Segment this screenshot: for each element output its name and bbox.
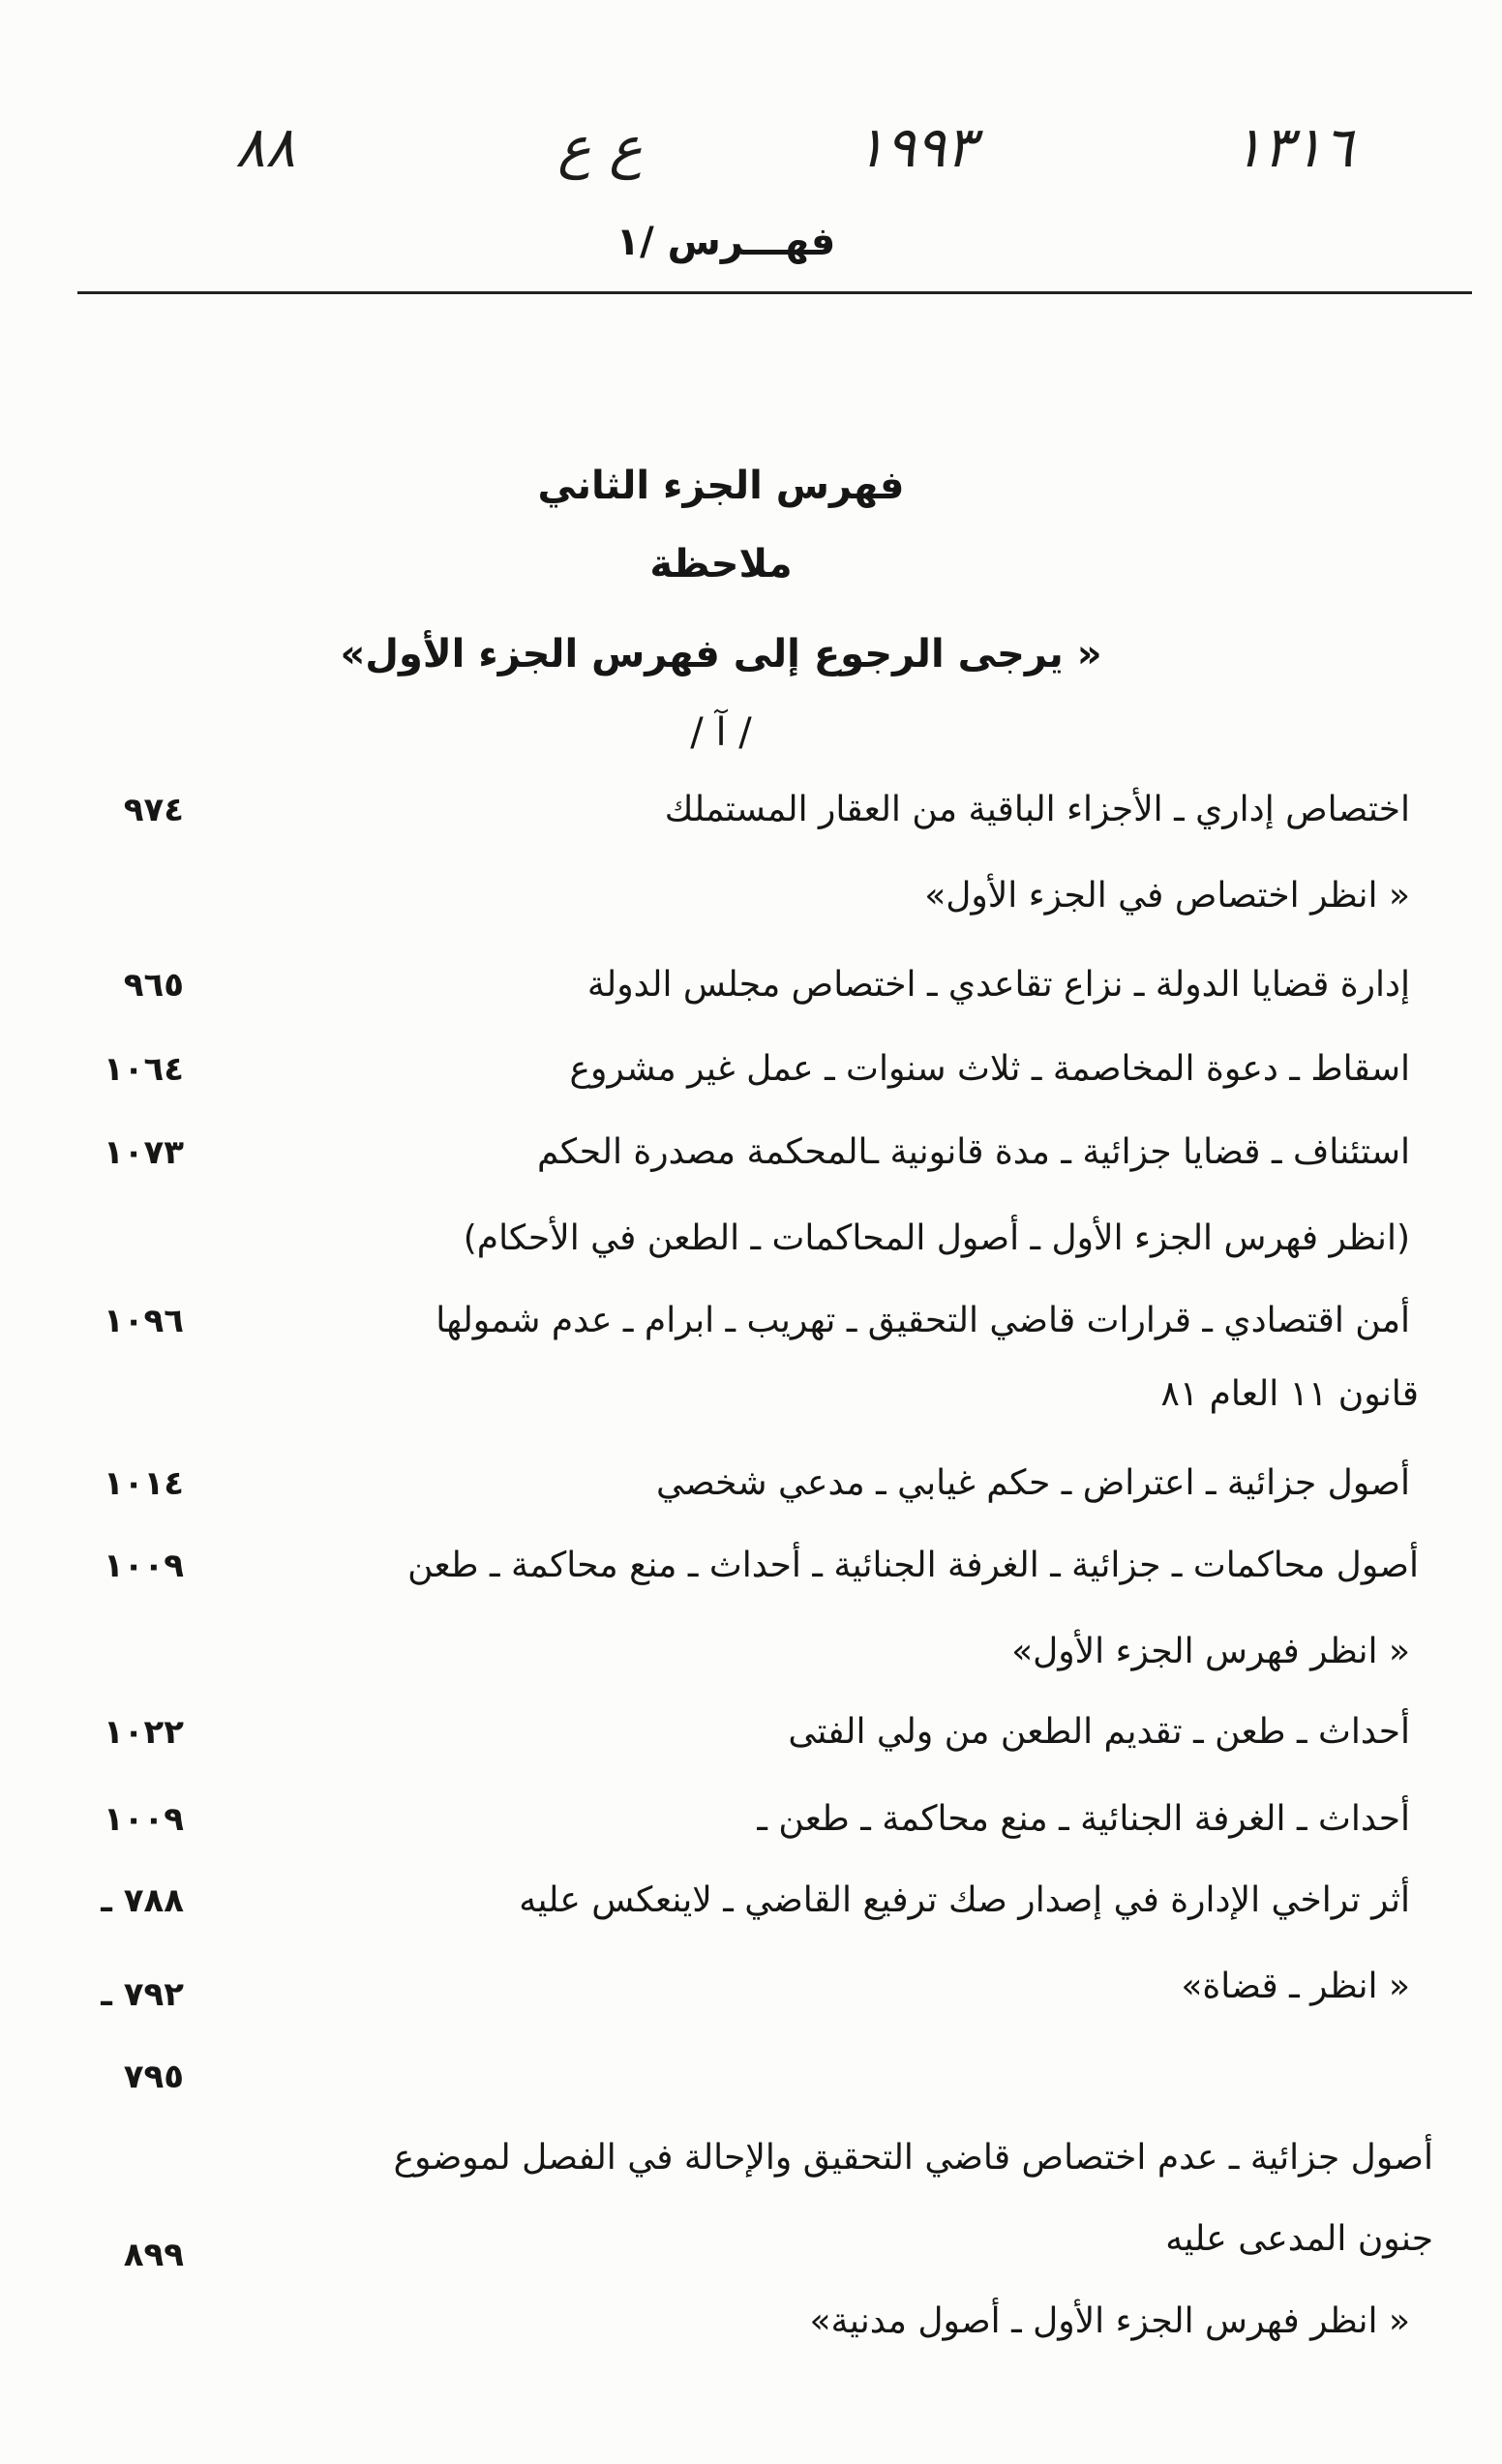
entry-page-number: ٧٨٨ ـ <box>101 1881 184 1920</box>
note-text: « يرجى الرجوع إلى فهرس الجزء الأول» <box>340 632 1102 676</box>
entry-text: أحداث ـ طعن ـ تقديم الطعن من ولي الفتى <box>788 1712 1410 1752</box>
entry-text: (انظر فهرس الجزء الأول ـ أصول المحاكمات ـ الطعن في الأحكام) <box>463 1218 1410 1258</box>
entry-page-number: ١٠٢٢ <box>103 1713 184 1752</box>
entry-text: أثر تراخي الإدارة في إصدار صك ترفيع القاضي ـ لاينعكس عليه <box>519 1880 1410 1920</box>
running-header: فهـــرس /١ <box>616 220 836 264</box>
index-entry-reference <box>0 1625 1502 1679</box>
index-entry <box>0 1042 1502 1097</box>
entry-text: « انظر فهرس الجزء الأول» <box>1011 1632 1410 1671</box>
entry-text: « انظر اختصاص في الجزء الأول» <box>924 876 1410 916</box>
index-entry-reference <box>0 1212 1502 1266</box>
entry-text: اختصاص إداري ـ الأجزاء الباقية من العقار المستملك <box>664 790 1410 829</box>
index-entry-continuation <box>0 1367 1502 1422</box>
entry-page-number: ٧٩٥ <box>123 2058 184 2096</box>
index-entry <box>0 958 1502 1012</box>
entry-page-number: ٨٩٩ <box>123 2236 184 2274</box>
handwritten-note-mid-left: ع ع <box>557 114 643 180</box>
index-entry <box>0 1457 1502 1511</box>
index-entry-reference <box>0 1960 1502 2014</box>
index-entry <box>0 1126 1502 1180</box>
header-rule <box>77 291 1472 294</box>
handwritten-note-right: ١٣١٦ <box>1232 114 1354 180</box>
index-entry-continuation <box>0 2212 1502 2274</box>
index-entry-reference <box>0 869 1502 923</box>
entry-text: أمن اقتصادي ـ قرارات قاضي التحقيق ـ تهريب ـ ابرام ـ عدم شمولها <box>436 1301 1410 1340</box>
entry-text: إدارة قضايا الدولة ـ نزاع تقاعدي ـ اختصاص مجلس الدولة <box>586 965 1410 1005</box>
handwritten-note-left: ٨٨ <box>234 114 296 180</box>
index-entry <box>0 1705 1502 1759</box>
index-entry <box>0 1792 1502 1847</box>
index-entry <box>0 1539 1502 1593</box>
entry-page-number: ١٠٧٣ <box>103 1133 184 1172</box>
entry-text: أصول محاكمات ـ جزائية ـ الغرفة الجنائية ـ أحداث ـ منع محاكمة ـ طعن <box>407 1546 1419 1585</box>
index-entry-page-only <box>0 2050 1502 2104</box>
entry-text: « انظر ـ قضاة» <box>1181 1967 1410 2006</box>
index-entry <box>0 1294 1502 1348</box>
entry-text: جنون المدعى عليه <box>1165 2219 1433 2259</box>
entry-page-number: ١٠١٤ <box>103 1464 184 1503</box>
note-heading: ملاحظة <box>649 542 793 586</box>
entry-text: أصول جزائية ـ اعتراض ـ حكم غيابي ـ مدعي شخصي <box>655 1463 1410 1503</box>
entry-page-number: ٧٩٢ ـ <box>101 1975 184 2014</box>
index-entry <box>0 2131 1502 2185</box>
index-entry-reference <box>0 2295 1502 2349</box>
entry-text: « انظر فهرس الجزء الأول ـ أصول مدنية» <box>809 2301 1410 2341</box>
handwritten-year: ١٩٩٣ <box>855 114 976 180</box>
index-entry <box>0 783 1502 837</box>
entry-text: استئناف ـ قضايا جزائية ـ مدة قانونية ـالمحكمة مصدرة الحكم <box>536 1132 1410 1172</box>
entry-page-number: ١٠٠٩ <box>103 1547 184 1585</box>
entry-text: اسقاط ـ دعوة المخاصمة ـ ثلاث سنوات ـ عمل غير مشروع <box>569 1049 1410 1089</box>
entry-page-number: ١٠٦٤ <box>103 1050 184 1089</box>
entry-page-number: ٩٦٥ <box>123 966 184 1005</box>
index-entry <box>0 1874 1502 1928</box>
section-letter-heading: / آ / <box>690 710 752 755</box>
entry-page-number: ١٠٠٩ <box>103 1800 184 1839</box>
entry-text: قانون ١١ العام ٨١ <box>1160 1374 1419 1414</box>
entry-text: أحداث ـ الغرفة الجنائية ـ منع محاكمة ـ طعن ـ <box>757 1799 1410 1839</box>
entry-page-number: ٩٧٤ <box>123 791 184 829</box>
entry-text: أصول جزائية ـ عدم اختصاص قاضي التحقيق والإحالة في الفصل لموضوع <box>393 2138 1433 2178</box>
entry-page-number: ١٠٩٦ <box>103 1302 184 1340</box>
index-title: فهرس الجزء الثاني <box>537 464 905 508</box>
